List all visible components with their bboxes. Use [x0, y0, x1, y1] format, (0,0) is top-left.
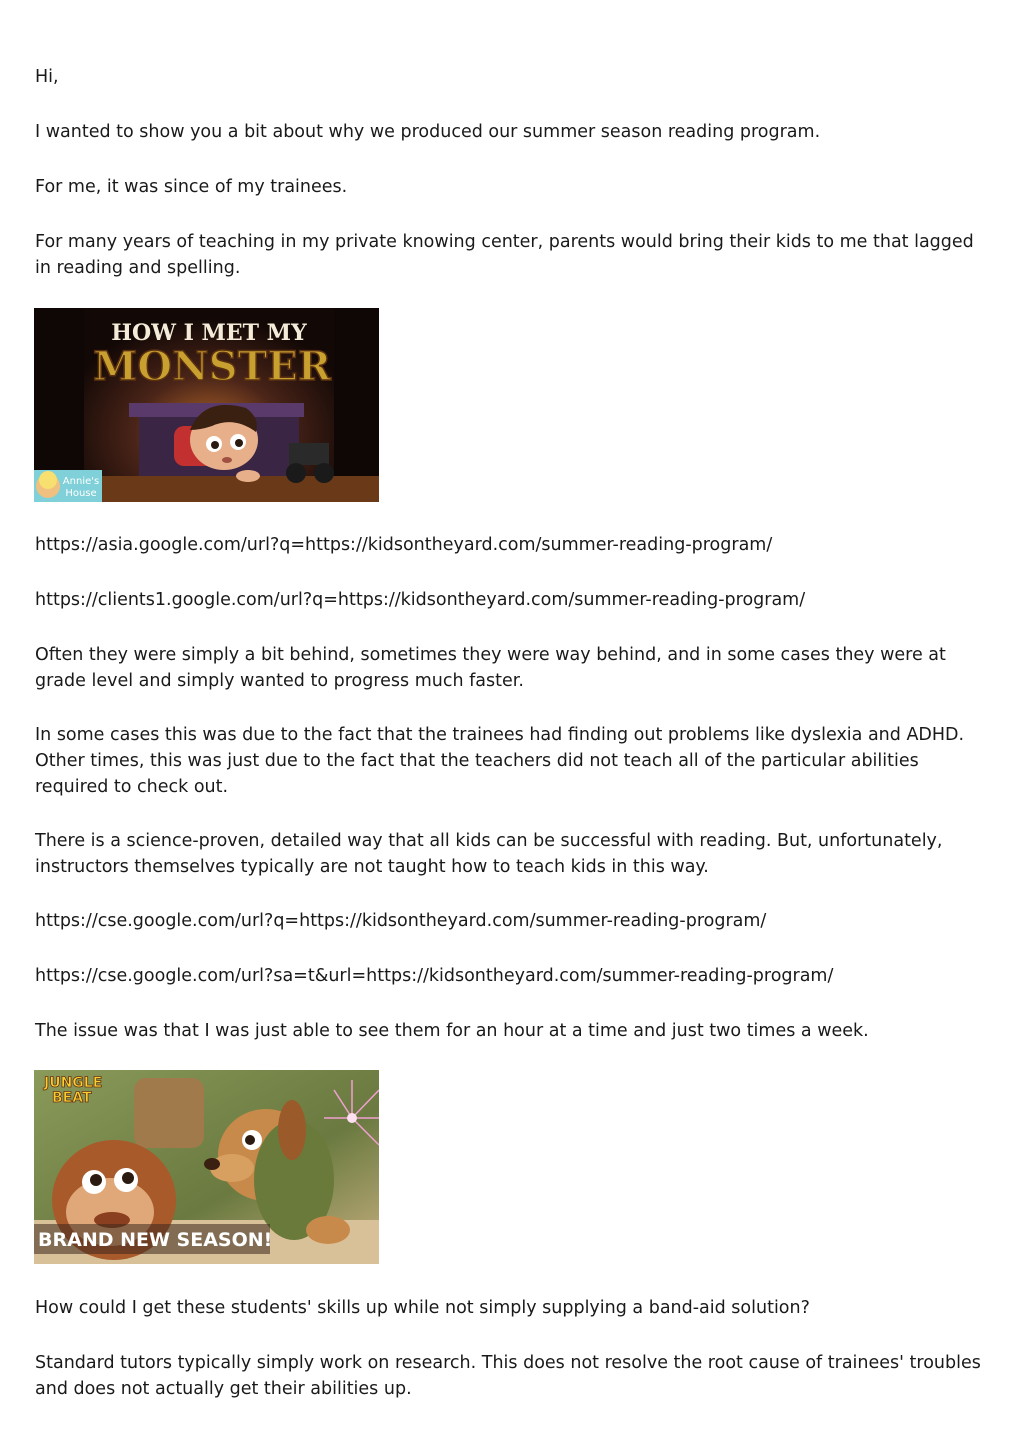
jungle-beat-thumbnail[interactable] [34, 1070, 379, 1264]
intro-paragraph: I wanted to show you a bit about why we produced our summer season reading program. [35, 122, 821, 142]
thumbnail-title-bottom: MONSTER [92, 343, 332, 390]
link-cse-q[interactable]: https://cse.google.com/url?q=https://kidsontheyard.com/summer-reading-program/ [35, 911, 767, 931]
jungle-beat-logo-bottom: BEAT [52, 1090, 92, 1106]
causes-paragraph: In some cases this was due to the fact that the trainees had finding out problems like dyslexia and ADHD. Other times, this was just due to the fact that the teachers did not teach all of the particular abilities required to check out. [35, 725, 965, 797]
question-paragraph: How could I get these students' skills up while not simply supplying a band-aid solution? [35, 1298, 810, 1318]
teaching-paragraph: For many years of teaching in my private knowing center, parents would bring their kids to me that lagged in reading and spelling. [35, 232, 974, 278]
link-asia[interactable]: https://asia.google.com/url?q=https://kidsontheyard.com/summer-reading-program/ [35, 535, 773, 555]
thumbnail-title-top: HOW I MET MY [111, 320, 307, 346]
badge-line2: House [65, 488, 97, 499]
badge-line1: Annie's [62, 476, 100, 487]
reason-paragraph: For me, it was since of my trainees. [35, 177, 348, 197]
link-clients1[interactable]: https://clients1.google.com/url?q=https://kidsontheyard.com/summer-reading-program/ [35, 590, 806, 610]
tutors-paragraph: Standard tutors typically simply work on research. This does not resolve the root cause of trainees' troubles and does not actually get their abilities up. [35, 1353, 981, 1399]
progress-paragraph: Often they were simply a bit behind, sometimes they were way behind, and in some cases they were at grade level and simply wanted to progress much faster. [35, 645, 946, 691]
jungle-beat-logo-top: JUNGLE [44, 1075, 103, 1091]
greeting-paragraph: Hi, [35, 67, 59, 87]
brand-new-season-banner: BRAND NEW SEASON! [38, 1229, 273, 1251]
issue-paragraph: The issue was that I was just able to see them for an hour at a time and just two times a week. [35, 1021, 869, 1041]
monster-video-thumbnail[interactable] [34, 308, 379, 502]
science-paragraph: There is a science-proven, detailed way that all kids can be successful with reading. But, unfortunately, instructors themselves typically are not taught how to teach kids in this way. [35, 831, 943, 877]
link-cse-sa[interactable]: https://cse.google.com/url?sa=t&url=https://kidsontheyard.com/summer-reading-program/ [35, 966, 834, 986]
